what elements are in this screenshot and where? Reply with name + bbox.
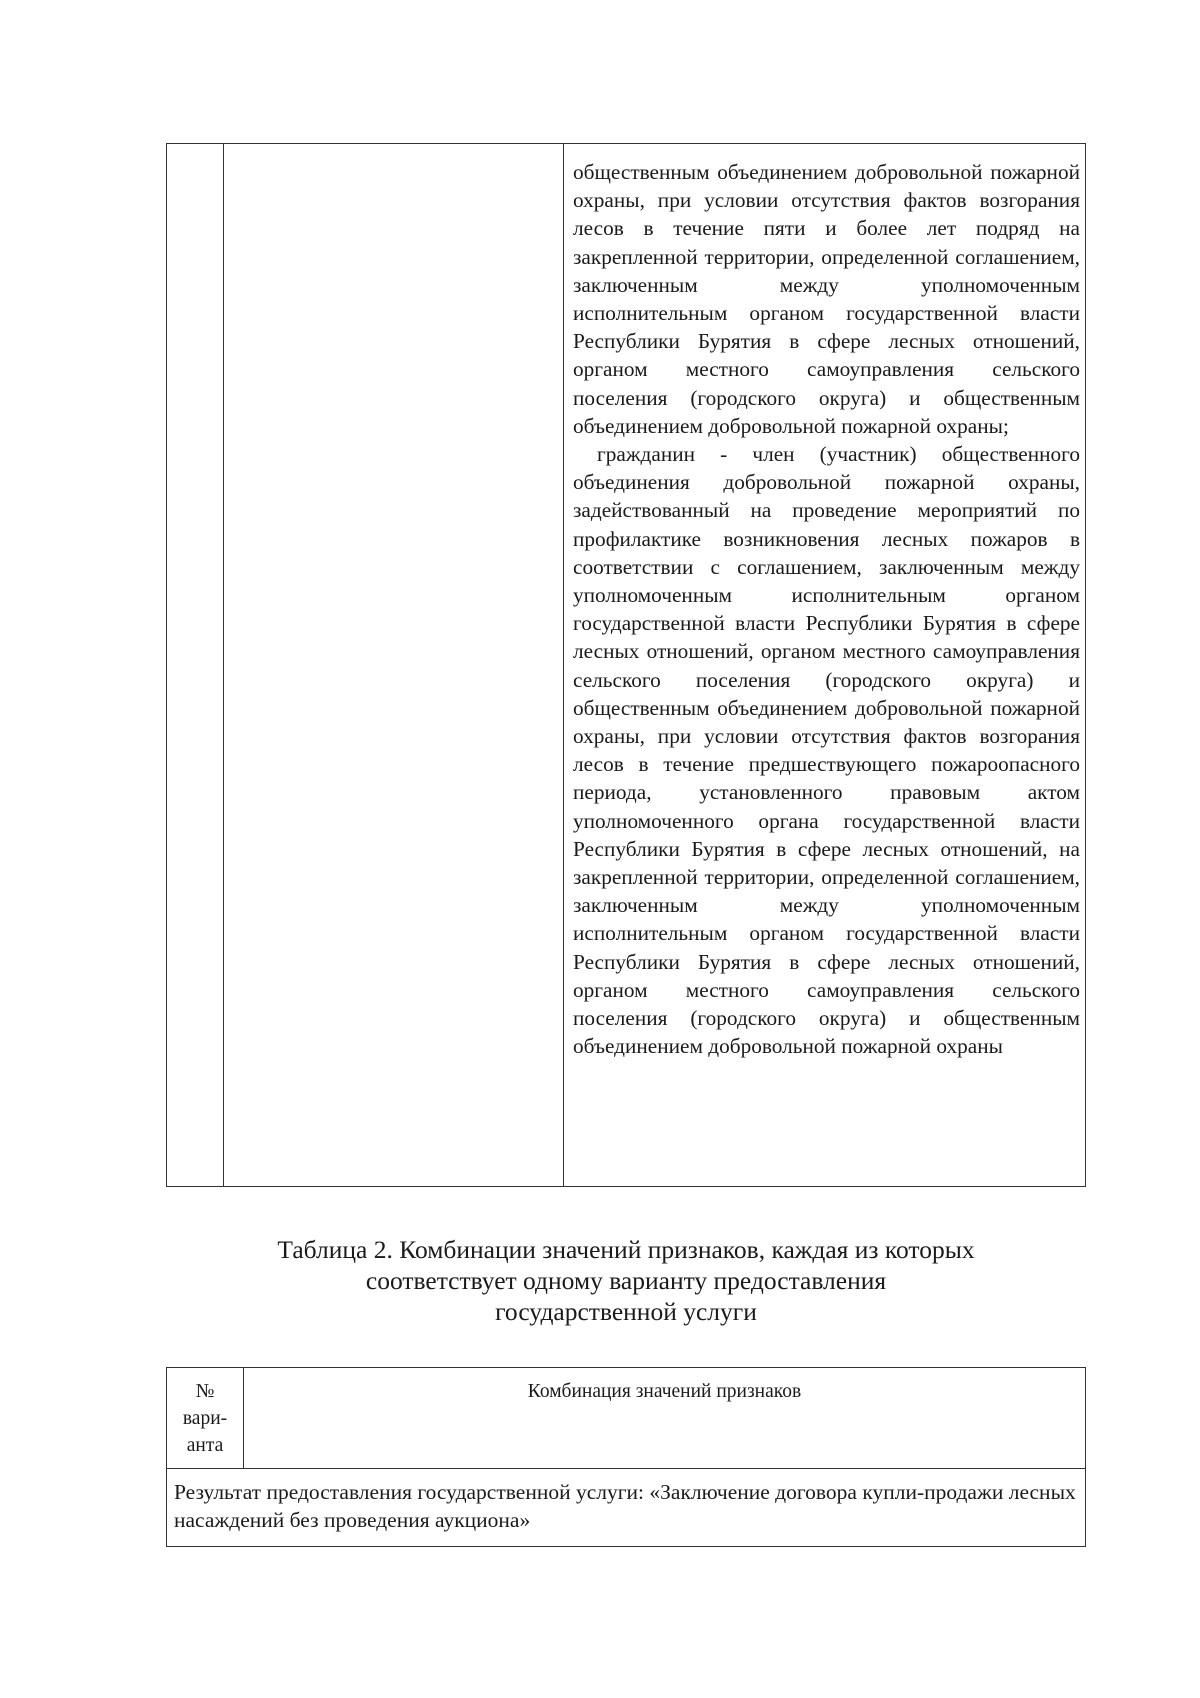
table-1-values-column [564, 144, 1085, 1186]
table-1-criteria-column [224, 144, 564, 1186]
combination-header: Комбинация значений признаков [527, 1381, 802, 1402]
table-2 [166, 1367, 1086, 1547]
caption-line: государственной услуги [495, 1297, 757, 1326]
result-row: Результат предоставления государственной услуги: «Заключение договора купли-продажи лесных насаждений без проведения аукциона» [174, 1480, 1076, 1532]
applicant-category-paragraph: общественным объединением добровольной пожарной охраны, при условии отсутствия фактов возгорания лесов в течение пяти и более лет подряд на закрепленной территории, определенной соглашением, заключенным между уполномоченным исполнительным органом государственной власти Республики Бурятия в сфере лесных отношений, органом местного самоуправления сельского поселения (городского округа) и общественным объединением добровольной пожарной охраны; [573, 160, 1080, 438]
table-1-number-column [167, 144, 224, 1186]
header-text: анта [186, 1435, 224, 1456]
variant-number-header [167, 1368, 244, 1468]
caption-line: соответствует одному варианту предоставления [365, 1266, 887, 1295]
header-text: № [195, 1381, 215, 1402]
table-2-caption [166, 1234, 1086, 1327]
table-2-header-row [167, 1368, 1085, 1469]
header-text: вари- [182, 1408, 228, 1429]
applicant-category-paragraph: гражданин - член (участник) общественного объединения добровольной пожарной охраны, задействованный на проведение мероприятий по профилактике возникновения лесных пожаров в соответствии с соглашением, заключенным между уполномоченным исполнительным органом государственной власти Республики Бурятия в сфере лесных отношений, органом местного самоуправления сельского поселения (городского округа) и общественным объединением добровольной пожарной охраны, при условии отсутствия фактов возгорания лесов в течение предшествующего пожароопасного периода, установленного правовым актом уполномоченного органа государственной власти Республики Бурятия в сфере лесных отношений, на закрепленной территории, определенной соглашением, заключенным между уполномоченным исполнительным органом государственной власти Республики Бурятия в сфере лесных отношений, органом местного самоуправления сельского поселения (городского округа) и общественным объединением добровольной пожарной охраны [573, 442, 1080, 1059]
table-1-continuation [166, 143, 1086, 1187]
caption-line: Таблица 2. Комбинации значений признаков, каждая из которых [277, 1235, 975, 1264]
